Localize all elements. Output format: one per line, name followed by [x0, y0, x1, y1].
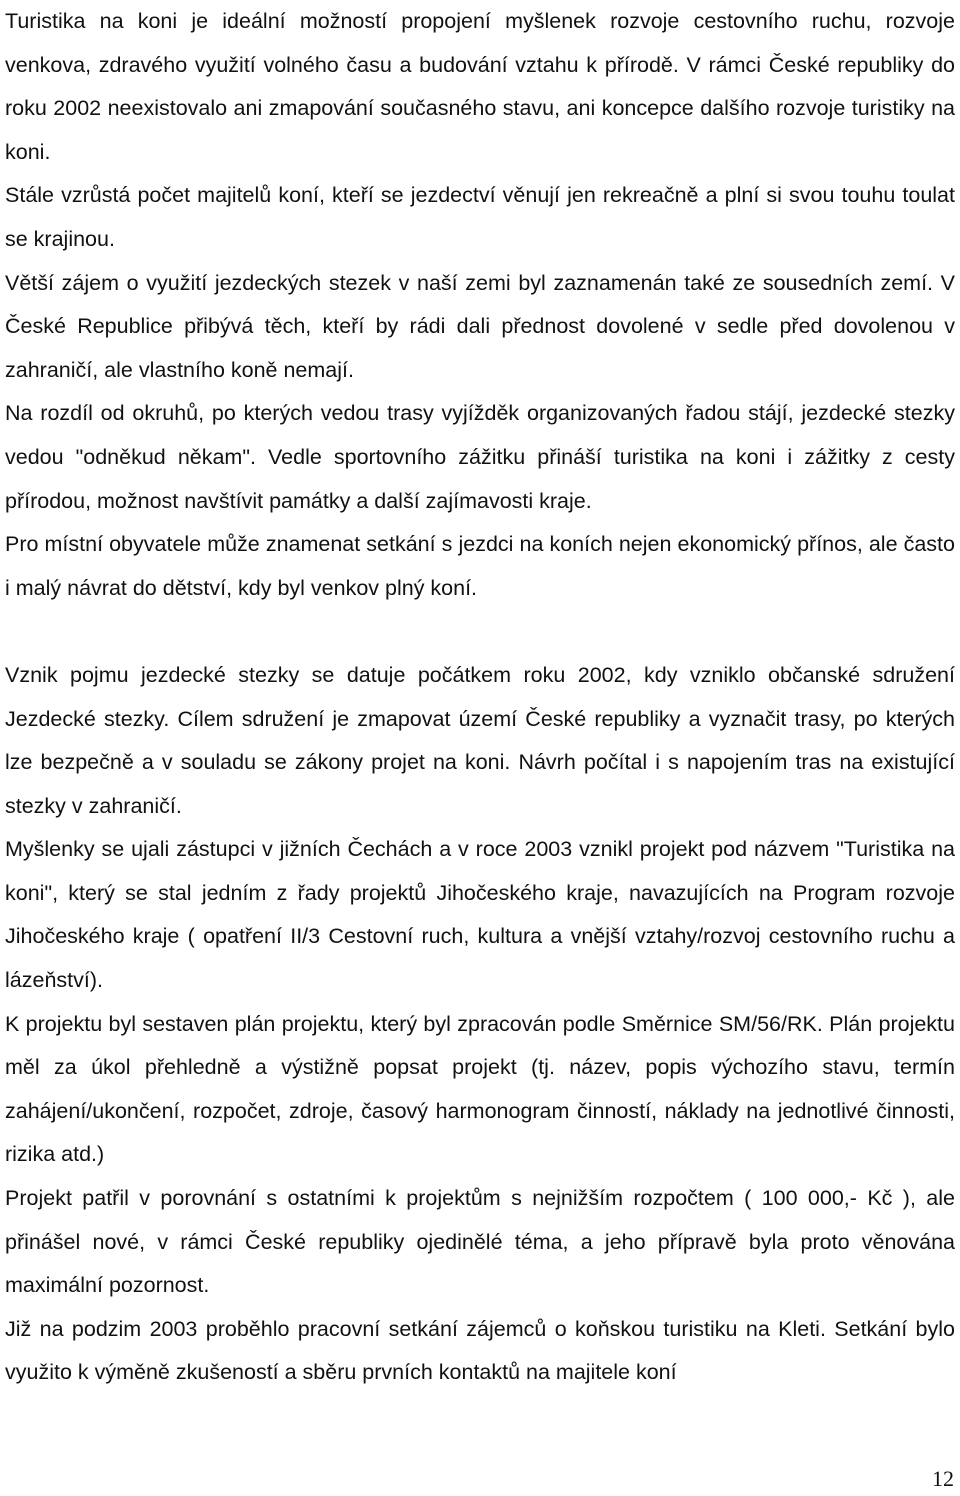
paragraph-neighbour-interest: Větší zájem o využití jezdeckých stezek v naší zemi byl zaznamenán také ze sousedních zemí. V České Republice přibývá těch, kteří by rádi dali přednost dovolené v sedle před dovolenou v zahraničí, ale vlastního koně nemají. — [5, 270, 955, 382]
paragraph-meeting-klet: Již na podzim 2003 proběhlo pracovní setkání zájemců o koňskou turistiku na Kleti. Setkání bylo využito k výměně zkušeností a sběru prvních kontaktů na majitele koní — [5, 1316, 955, 1385]
page-number: 12 — [932, 1466, 954, 1491]
paragraph-horse-owners: Stále vzrůstá počet majitelů koní, kteří se jezdectví věnují jen rekreačně a plní si svou touhu toulat se krajinou. — [5, 183, 955, 251]
paragraph-trail-routes: Na rozdíl od okruhů, po kterých vedou trasy vyjížděk organizovaných řadou stájí, jezdecké stezky vedou "odněkud někam". Vedle sportovního zážitku přináší turistika na koni i zážitky z cesty přírodou, možnost navštívit památky a další zajímavosti kraje. — [5, 401, 955, 513]
paragraph-intro: Turistika na koni je ideální možností propojení myšlenek rozvoje cestovního ruchu, rozvoje venkova, zdravého využití volného času a budování vztahu k přírodě. V rámci České republiky do roku 2002 neexistovalo ani zmapování současného stavu, ani koncepce dalšího rozvoje turistiky na koni. — [5, 9, 955, 164]
document-body — [5, 0, 955, 1395]
paragraph-local-residents: Pro místní obyvatele může znamenat setkání s jezdci na koních nejen ekonomický přínos, ale často i malý návrat do dětství, kdy byl venkov plný koní. — [5, 532, 955, 600]
paragraph-association-origin: Vznik pojmu jezdecké stezky se datuje počátkem roku 2002, kdy vzniklo občanské sdružení Jezdecké stezky. Cílem sdružení je zmapovat území České republiky a vyznačit trasy, po kterých lze bezpečně a v souladu se zákony projet na koni. Návrh počítal i s napojením tras na existující stezky v zahraničí. — [5, 662, 955, 818]
paragraph-project-south-bohemia: Myšlenky se ujali zástupci v jižních Čechách a v roce 2003 vznikl projekt pod názvem "Turistika na koni", který se stal jedním z řady projektů Jihočeského kraje, navazujících na Program rozvoje Jihočeského kraje ( opatření II/3 Cestovní ruch, kultura a vnější vztahy/rozvoj cestovního ruchu a lázeňství). — [5, 837, 955, 993]
paragraph-project-budget: Projekt patřil v porovnání s ostatními k projektům s nejnižším rozpočtem ( 100 000,- Kč ), ale přinášel nové, v rámci České republiky ojedinělé téma, a jeho přípravě byla proto věnována maximální pozornost. — [5, 1186, 955, 1298]
paragraph-project-plan: K projektu byl sestaven plán projektu, který byl zpracován podle Směrnice SM/56/RK. Plán projektu měl za úkol přehledně a výstižně popsat projekt (tj. název, popis výchozího stavu, termín zahájení/ukončení, rozpočet, zdroje, časový harmonogram činností, náklady na jednotlivé činnosti, rizika atd.) — [5, 1011, 955, 1167]
paragraph-spacer — [5, 610, 955, 654]
